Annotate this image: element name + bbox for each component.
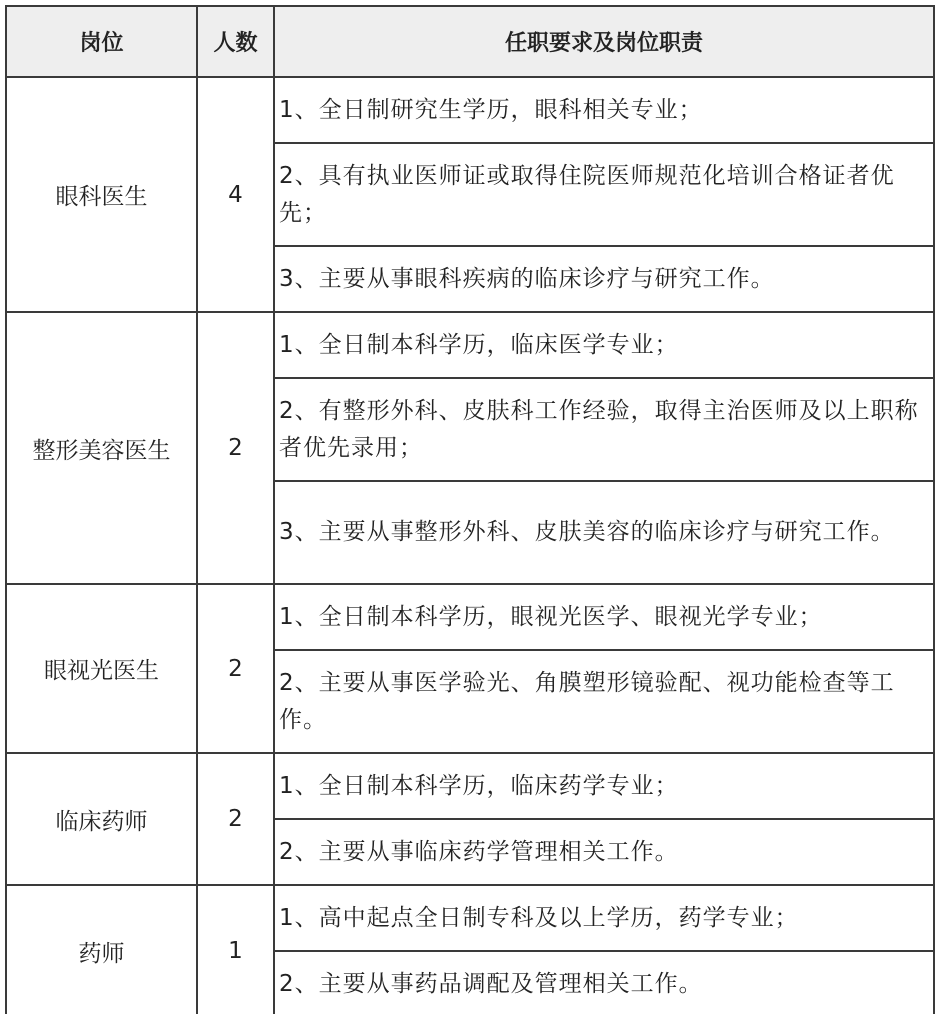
job-requirements-table <box>5 5 935 1018</box>
requirement-cell: 1、全日制本科学历，临床药学专业； <box>274 753 934 819</box>
requirement-cell: 3、主要从事眼科疾病的临床诊疗与研究工作。 <box>274 246 934 312</box>
table-header-row <box>6 6 934 77</box>
position-cell: 眼视光医生 <box>6 584 197 753</box>
header-count: 人数 <box>197 6 274 77</box>
count-cell: 1 <box>197 885 274 1017</box>
header-position: 岗位 <box>6 6 197 77</box>
table-row <box>6 312 934 378</box>
count-cell: 4 <box>197 77 274 312</box>
table-row <box>6 753 934 819</box>
requirement-cell: 2、具有执业医师证或取得住院医师规范化培训合格证者优先； <box>274 143 934 246</box>
requirement-cell: 2、主要从事临床药学管理相关工作。 <box>274 819 934 885</box>
table-row <box>6 584 934 650</box>
page-bottom-edge <box>0 1014 943 1018</box>
requirement-cell: 2、主要从事医学验光、角膜塑形镜验配、视功能检查等工作。 <box>274 650 934 753</box>
requirement-cell: 1、全日制本科学历，眼视光医学、眼视光学专业； <box>274 584 934 650</box>
header-requirements: 任职要求及岗位职责 <box>274 6 934 77</box>
table-row <box>6 885 934 951</box>
requirement-cell: 1、全日制研究生学历，眼科相关专业； <box>274 77 934 143</box>
table-row <box>6 77 934 143</box>
requirement-cell: 3、主要从事整形外科、皮肤美容的临床诊疗与研究工作。 <box>274 481 934 584</box>
requirement-cell: 2、有整形外科、皮肤科工作经验，取得主治医师及以上职称者优先录用； <box>274 378 934 481</box>
requirement-cell: 1、高中起点全日制专科及以上学历，药学专业； <box>274 885 934 951</box>
requirement-cell: 1、全日制本科学历，临床医学专业； <box>274 312 934 378</box>
count-cell: 2 <box>197 584 274 753</box>
position-cell: 药师 <box>6 885 197 1017</box>
count-cell: 2 <box>197 312 274 584</box>
count-cell: 2 <box>197 753 274 885</box>
requirement-cell: 2、主要从事药品调配及管理相关工作。 <box>274 951 934 1017</box>
position-cell: 临床药师 <box>6 753 197 885</box>
position-cell: 整形美容医生 <box>6 312 197 584</box>
position-cell: 眼科医生 <box>6 77 197 312</box>
